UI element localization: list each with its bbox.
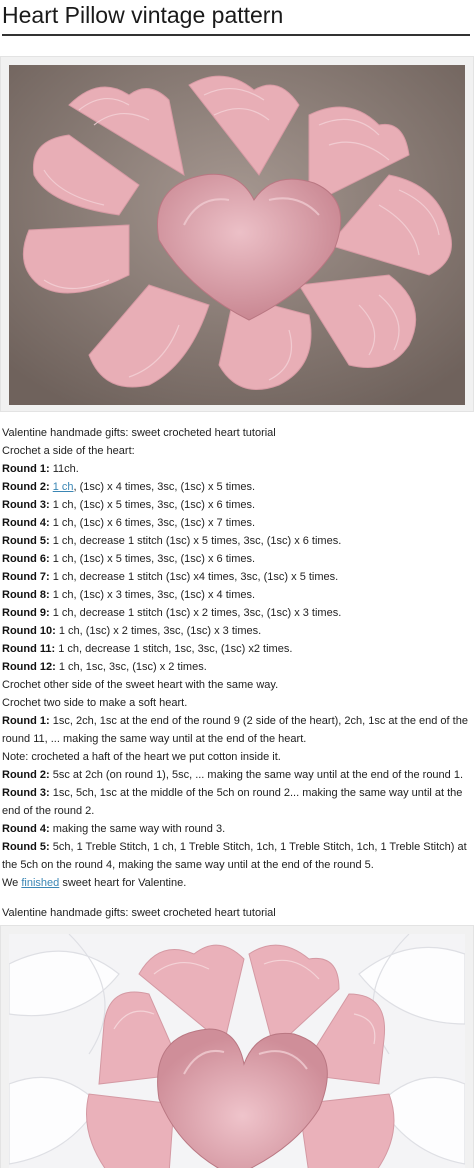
round-text: 1 ch, (1sc) x 3 times, 3sc, (1sc) x 4 times. <box>49 589 256 601</box>
pattern-instructions <box>2 424 472 922</box>
round-text: 1sc, 5ch, 1sc at the middle of the 5ch on round 2... making the same way until at the end of the round 2. <box>2 787 463 817</box>
finish-row <box>2 874 472 892</box>
round-label: Round 9: <box>2 607 50 619</box>
finished-link[interactable]: finished <box>21 877 60 889</box>
finish-suffix: sweet heart for Valentine. <box>59 877 187 889</box>
page-title: Heart Pillow vintage pattern <box>2 2 284 28</box>
round-label: Round 4: <box>2 517 50 529</box>
heart-pillow-photo <box>0 56 474 412</box>
round-text: 1 ch, (1sc) x 2 times, 3sc, (1sc) x 3 times. <box>55 625 262 637</box>
crochet-heart-ribbon-image <box>9 934 465 1168</box>
round-label: Round 3: <box>2 499 50 511</box>
round-row <box>2 820 472 838</box>
round-label: Round 7: <box>2 571 50 583</box>
round-label: Round 2: <box>2 769 50 781</box>
round-row <box>2 478 472 496</box>
round-label: Round 6: <box>2 553 50 565</box>
round-label: Round 5: <box>2 841 50 853</box>
spacer <box>2 892 472 904</box>
title-divider <box>2 34 470 36</box>
round-row <box>2 496 472 514</box>
round-text: 1sc, 2ch, 1sc at the end of the round 9 (2 side of the heart), 2ch, 1sc at the end of the round 11, ... making the same way until at the end of the heart. <box>2 715 468 745</box>
round-label: Round 11: <box>2 643 56 655</box>
round-row <box>2 550 472 568</box>
round-text: 1 ch, decrease 1 stitch (1sc) x4 times, 3sc, (1sc) x 5 times. <box>49 571 339 583</box>
round-label: Round 1: <box>2 715 50 727</box>
round-row <box>2 622 472 640</box>
round-row <box>2 712 472 748</box>
finish-prefix: We <box>2 877 22 889</box>
round-label: Round 8: <box>2 589 50 601</box>
chain-stitch-link[interactable]: 1 ch <box>52 481 74 493</box>
round-label: Round 12: <box>2 661 56 673</box>
round-text: 1 ch, 1sc, 3sc, (1sc) x 2 times. <box>55 661 207 673</box>
round-label: Round 4: <box>2 823 50 835</box>
round-text: 1 ch, decrease 1 stitch (1sc) x 2 times, 3sc, (1sc) x 3 times. <box>49 607 342 619</box>
round-row <box>2 532 472 550</box>
round-text: 5sc at 2ch (on round 1), 5sc, ... making the same way until at the end of the round 1. <box>49 769 464 781</box>
intro-text: Valentine handmade gifts: sweet crocheted heart tutorial <box>2 427 276 439</box>
soft-heart-text: Crochet two side to make a soft heart. <box>2 697 188 709</box>
round-text: 1 ch, (1sc) x 5 times, 3sc, (1sc) x 6 times. <box>49 499 256 511</box>
round-text: , (1sc) x 4 times, 3sc, (1sc) x 5 times. <box>73 481 256 493</box>
round-text: 1 ch, decrease 1 stitch, 1sc, 3sc, (1sc) x2 times. <box>55 643 293 655</box>
round-text: 5ch, 1 Treble Stitch, 1 ch, 1 Treble Stitch, 1ch, 1 Treble Stitch, 1ch, 1 Treble Stitch) at the 5ch on the round 4, making the same way until at the end of the round 5. <box>2 841 467 871</box>
round-label: Round 3: <box>2 787 50 799</box>
round-row <box>2 460 472 478</box>
round-row <box>2 604 472 622</box>
round-label: Round 5: <box>2 535 50 547</box>
round-label: Round 10: <box>2 625 56 637</box>
step-heading: Crochet a side of the heart: <box>2 445 135 457</box>
round-text: 1 ch, (1sc) x 6 times, 3sc, (1sc) x 7 times. <box>49 517 256 529</box>
round-row <box>2 838 472 874</box>
round-label: Round 2: <box>2 481 50 493</box>
round-row <box>2 640 472 658</box>
round-row <box>2 784 472 820</box>
round-row <box>2 568 472 586</box>
round-text: 11ch. <box>49 463 79 475</box>
round-text: making the same way with round 3. <box>49 823 226 835</box>
round-row <box>2 766 472 784</box>
round-row <box>2 658 472 676</box>
round-row <box>2 586 472 604</box>
round-text: 1 ch, (1sc) x 5 times, 3sc, (1sc) x 6 times. <box>49 553 256 565</box>
note-text: Note: crocheted a haft of the heart we put cotton inside it. <box>2 751 281 763</box>
other-side-text: Crochet other side of the sweet heart with the same way. <box>2 679 279 691</box>
round-row <box>2 514 472 532</box>
outro-text: Valentine handmade gifts: sweet crocheted heart tutorial <box>2 907 276 919</box>
heart-pillow-photo-2 <box>0 925 474 1168</box>
round-text: 1 ch, decrease 1 stitch (1sc) x 5 times, 3sc, (1sc) x 6 times. <box>49 535 342 547</box>
crochet-heart-image <box>9 65 465 405</box>
round-label: Round 1: <box>2 463 50 475</box>
